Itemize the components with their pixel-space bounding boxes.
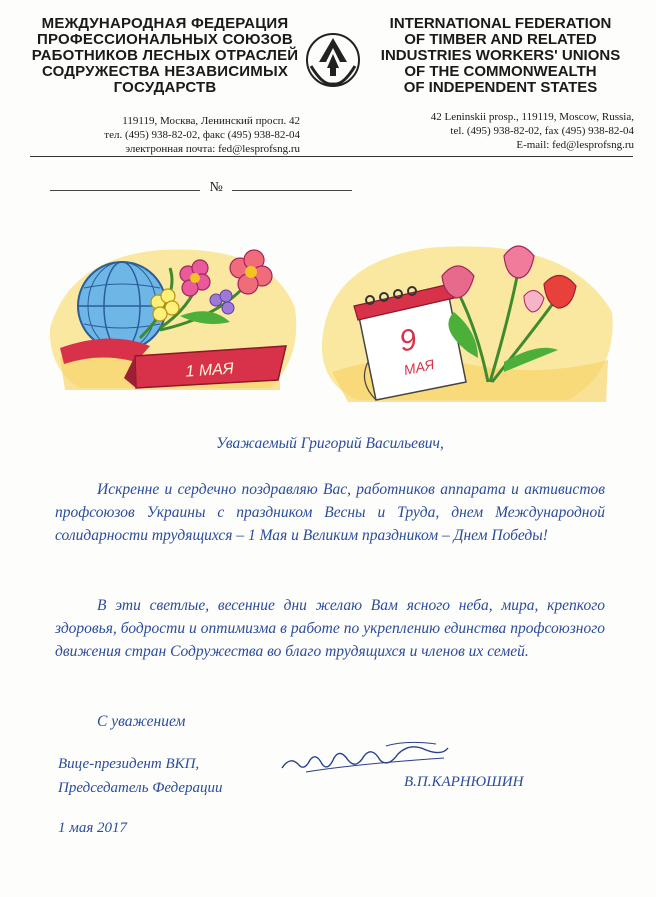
ru-address: 119119, Москва, Ленинский просп. 42 <box>122 115 300 127</box>
signatory-title <box>58 752 223 800</box>
calendar-number: 9 <box>396 322 420 359</box>
en-org-line: OF TIMBER AND RELATED <box>404 31 597 48</box>
reference-line <box>50 178 352 196</box>
date-blank <box>50 178 200 191</box>
federation-emblem-icon <box>303 28 363 92</box>
address-ru <box>30 114 300 156</box>
greeting: Уважаемый Григорий Васильевич, <box>216 435 444 452</box>
letter-date: 1 мая 2017 <box>58 820 128 836</box>
ru-org-line: ПРОФЕССИОНАЛЬНЫХ СОЮЗОВ <box>37 31 293 48</box>
title-line: Вице-президент ВКП, <box>58 756 200 772</box>
paragraph-text: Искренне и сердечно поздравляю Вас, работников аппарата и активистов профсоюзов Украины с праздником Весны и Труда, днем Международной солидарности трудящихся – 1 Мая и Великим праздником – Днем Победы! <box>55 481 605 544</box>
ru-email: электронная почта: fed@lesprofsng.ru <box>125 143 300 155</box>
ru-org-line: СОДРУЖЕСТВА НЕЗАВИСИМЫХ <box>41 63 289 80</box>
victory-day-illustration <box>318 232 618 410</box>
number-label: № <box>209 180 223 195</box>
ru-org-line: ГОСУДАРСТВ <box>113 79 217 96</box>
may-day-illustration <box>40 238 310 408</box>
ru-phone: тел. (495) 938-82-02, факс (495) 938-82-04 <box>104 129 300 141</box>
en-address: 42 Leninskii prosp., 119119, Moscow, Russia, <box>430 111 634 123</box>
closing: С уважением <box>97 713 186 730</box>
paragraph-text: В эти светлые, весенние дни желаю Вам ясного неба, мира, крепкого здоровья, бодрости и оптимизма в работе по укреплению единства профсоюзного движения стран Содружества во благо трудящихся и членов их семей. <box>55 597 605 660</box>
number-blank <box>232 178 352 191</box>
signatory-name: В.П.КАРНЮШИН <box>404 774 524 790</box>
header-divider <box>30 156 633 157</box>
title-line: Председатель Федерации <box>58 780 223 796</box>
letter-paragraph-1 <box>55 478 605 547</box>
en-org-line: OF INDEPENDENT STATES <box>403 79 598 96</box>
en-phone: tel. (495) 938-82-02, fax (495) 938-82-04 <box>450 125 634 137</box>
en-org-line: INDUSTRIES WORKERS' UNIONS <box>380 47 621 64</box>
en-org-line: INTERNATIONAL FEDERATION <box>389 15 612 32</box>
ru-org-line: РАБОТНИКОВ ЛЕСНЫХ ОТРАСЛЕЙ <box>31 47 299 64</box>
ru-org-line: МЕЖДУНАРОДНАЯ ФЕДЕРАЦИЯ <box>41 15 289 32</box>
letterhead-ru <box>30 16 300 96</box>
banner-text: 1 МАЯ <box>185 360 235 381</box>
en-org-line: OF THE COMMONWEALTH <box>404 63 597 80</box>
address-en <box>368 110 634 152</box>
calendar-word: МАЯ <box>402 356 436 379</box>
letterhead-en <box>368 16 633 96</box>
en-email: E-mail: fed@lesprofsng.ru <box>516 139 634 151</box>
letter-paragraph-2 <box>55 594 605 663</box>
